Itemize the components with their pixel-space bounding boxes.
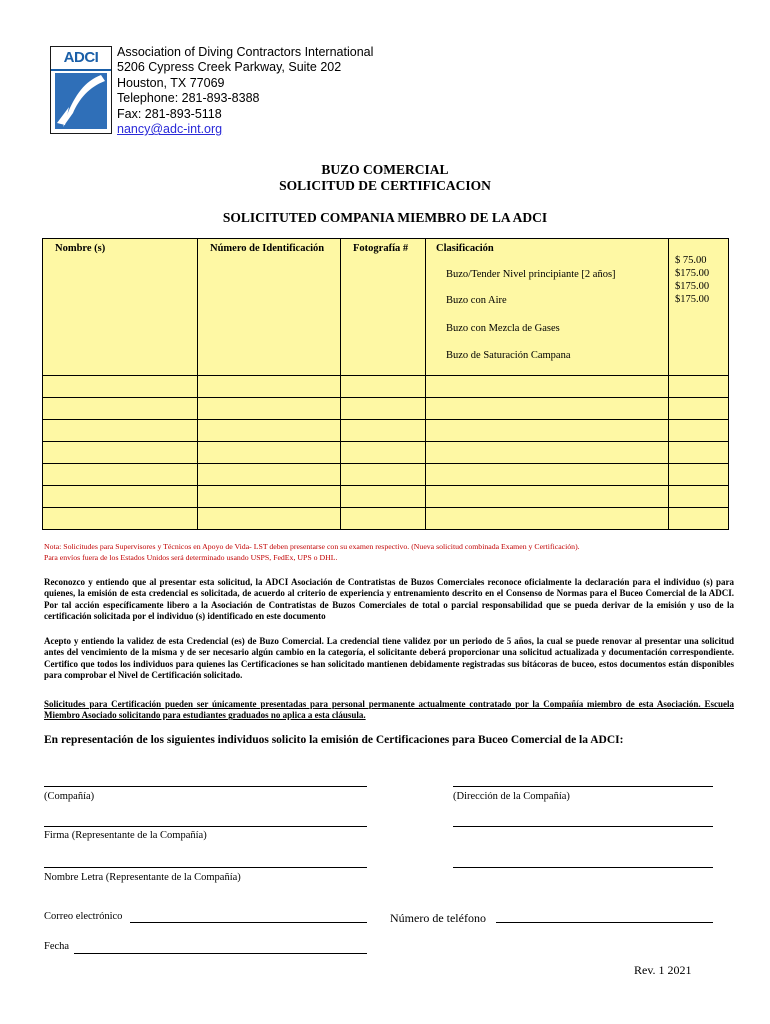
- table-row: [43, 486, 729, 508]
- revision-label: Rev. 1 2021: [634, 963, 692, 977]
- header-nombre: Nombre (s): [43, 239, 198, 376]
- cell-clasificacion[interactable]: [426, 398, 669, 420]
- org-line: Association of Diving Contractors International: [117, 45, 374, 59]
- applicants-table: [42, 238, 729, 530]
- cell-foto[interactable]: [341, 420, 426, 442]
- company-line[interactable]: [44, 786, 367, 787]
- org-line: Houston, TX 77069: [117, 75, 225, 90]
- company-label: (Compañía): [44, 791, 95, 802]
- cell-foto[interactable]: [341, 486, 426, 508]
- email-line[interactable]: [130, 922, 367, 923]
- phone-label: Número de teléfono: [390, 911, 486, 925]
- fee-value: $175.00: [675, 294, 710, 305]
- organization-info: [117, 45, 373, 137]
- cell-fee[interactable]: [669, 376, 729, 398]
- cell-nombre[interactable]: [43, 508, 198, 530]
- fee-value: $175.00: [675, 268, 710, 279]
- cell-clasificacion[interactable]: [426, 486, 669, 508]
- cell-numero[interactable]: [198, 508, 341, 530]
- signature-label: Firma (Representante de la Compañía): [44, 830, 207, 841]
- email-link[interactable]: nancy@adc-int.org: [117, 122, 223, 137]
- title-line-3: SOLICITUTED COMPANIA MIEMBRO DE LA ADCI: [222, 210, 548, 225]
- cell-fee[interactable]: [669, 420, 729, 442]
- classification-item: Buzo con Aire: [446, 295, 507, 306]
- cell-clasificacion[interactable]: [426, 442, 669, 464]
- date-line[interactable]: [74, 953, 367, 954]
- table-row: [43, 442, 729, 464]
- company-address-line[interactable]: [453, 786, 713, 787]
- cell-nombre[interactable]: [43, 464, 198, 486]
- acknowledgement-paragraph: Reconozco y entiendo que al presentar esta solicitud, la ADCI Asociación de Contratistas de Buzos Comerciales reconoce oficialmente la declaración para el individuo (s) para quienes, la emisión de esta credencial es solicitada, de acuerdo al criterio de experiencia y entrenamiento descrito en el Consenso de Normas para el Buceo Comercial de la ADCI. Por tal acción específicamente libero a la Asociación de Contratistas de Buzos Comerciales de total o parcial responsabilidad que se pueda derivar de la emisión y uso de la certificación solicitada por el individuo (s) identificado en este documento: [44, 577, 734, 621]
- cell-clasificacion[interactable]: [426, 508, 669, 530]
- table-row: [43, 508, 729, 530]
- cell-numero[interactable]: [198, 376, 341, 398]
- title-line-1: BUZO COMERCIAL: [321, 162, 449, 177]
- note-line: Nota: Solicitudes para Supervisores y Técnicos en Apoyo de Vida- LST deben presentarse con su examen respectivo. (Nueva solicitud combinada Examen y Certificación).: [44, 542, 580, 551]
- fee-value: $175.00: [675, 281, 710, 292]
- cell-fee[interactable]: [669, 464, 729, 486]
- classification-cell: [426, 239, 669, 376]
- cell-nombre[interactable]: [43, 486, 198, 508]
- cell-foto[interactable]: [341, 508, 426, 530]
- cell-foto[interactable]: [341, 464, 426, 486]
- cell-clasificacion[interactable]: [426, 376, 669, 398]
- signature-line[interactable]: [44, 826, 367, 827]
- cell-foto[interactable]: [341, 442, 426, 464]
- diver-wave-icon: [55, 73, 107, 129]
- phone-line[interactable]: [496, 922, 713, 923]
- adci-logo: [50, 46, 112, 134]
- cell-clasificacion[interactable]: [426, 464, 669, 486]
- table-row: [43, 420, 729, 442]
- cell-numero[interactable]: [198, 442, 341, 464]
- classification-item: Buzo/Tender Nivel principiante [2 años]: [446, 269, 616, 280]
- address-line-2[interactable]: [453, 826, 713, 827]
- cell-numero[interactable]: [198, 420, 341, 442]
- cell-fee[interactable]: [669, 398, 729, 420]
- table-row: [43, 376, 729, 398]
- email-label: Correo electrónico: [44, 911, 123, 922]
- address-line-3[interactable]: [453, 867, 713, 868]
- org-line: 5206 Cypress Creek Parkway, Suite 202: [117, 60, 342, 75]
- header-numero: Número de Identificación: [198, 239, 341, 376]
- classification-item: Buzo de Saturación Campana: [446, 350, 571, 361]
- classification-item: Buzo con Mezcla de Gases: [446, 323, 560, 334]
- org-line: Telephone: 281-893-8388: [117, 91, 260, 106]
- header-foto: Fotografía #: [341, 239, 426, 376]
- date-label: Fecha: [44, 941, 70, 952]
- cell-fee[interactable]: [669, 508, 729, 530]
- cell-nombre[interactable]: [43, 442, 198, 464]
- cell-numero[interactable]: [198, 464, 341, 486]
- cell-clasificacion[interactable]: [426, 420, 669, 442]
- cell-nombre[interactable]: [43, 398, 198, 420]
- cell-fee[interactable]: [669, 486, 729, 508]
- print-name-label: Nombre Letra (Representante de la Compañía): [44, 872, 241, 883]
- representation-statement: En representación de los siguientes individuos solicito la emisión de Certificaciones para Buceo Comercial de la ADCI:: [44, 734, 624, 746]
- cell-nombre[interactable]: [43, 376, 198, 398]
- cell-nombre[interactable]: [43, 420, 198, 442]
- cell-numero[interactable]: [198, 486, 341, 508]
- title-line-2: SOLICITUD DE CERTIFICACION: [279, 178, 491, 193]
- table-row: [43, 464, 729, 486]
- cell-foto[interactable]: [341, 398, 426, 420]
- company-address-label: (Dirección de la Compañía): [453, 791, 570, 802]
- note-line: Para envíos fuera de los Estados Unidos será determinado usando USPS, FedEx, UPS o DHL.: [44, 553, 338, 562]
- cell-fee[interactable]: [669, 442, 729, 464]
- fee-value: $ 75.00: [675, 255, 707, 266]
- cell-numero[interactable]: [198, 398, 341, 420]
- logo-text: ADCI: [63, 49, 99, 66]
- shipping-note: [44, 541, 580, 563]
- print-name-line[interactable]: [44, 867, 367, 868]
- eligibility-paragraph: Solicitudes para Certificación pueden ser únicamente presentadas para personal permanente actualmente contratado por la Compañía miembro de esta Asociación. Escuela Miembro Asociado solicitando para estudiantes graduados no aplica a esta cláusula.: [44, 699, 734, 721]
- table-row: [43, 398, 729, 420]
- cell-foto[interactable]: [341, 376, 426, 398]
- validity-paragraph: Acepto y entiendo la validez de esta Credencial (es) de Buzo Comercial. La credencial tiene validez por un periodo de 5 años, la cual se puede renovar al presentar una solicitud antes del vencimiento de la misma y de ser necesario algún cambio en la categoría, el solicitante deberá proporcionar una solicitud actualizada y documentación correspondiente. Certifico que todos los individuos para quienes las Certificaciones se han solicitado mantienen debidamente registradas sus bitácoras de buceo, estos documentos están disponibles para comprobar el Nivel de Certificación solicitado.: [44, 636, 734, 680]
- header-clasificacion: Clasificación: [436, 243, 494, 254]
- org-line: Fax: 281-893-5118: [117, 106, 222, 121]
- fees-cell: [669, 239, 729, 376]
